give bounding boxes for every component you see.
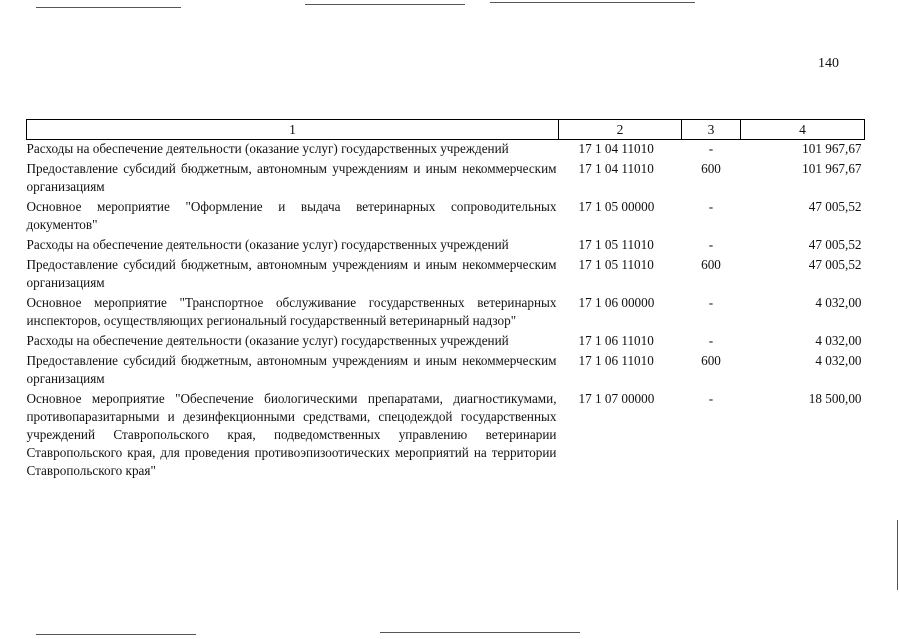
table-row	[27, 198, 865, 236]
row-code: 17 1 05 11010	[578, 237, 654, 252]
table-row	[27, 236, 865, 256]
table-header-row	[27, 120, 865, 140]
column-header-4: 4	[741, 120, 865, 140]
row-description: Расходы на обеспечение деятельности (оказание услуг) государственных учреждений	[26, 141, 509, 156]
table-row	[27, 160, 865, 198]
scan-artifact-bottom-1	[36, 634, 196, 635]
row-expense-type: -	[708, 199, 714, 214]
scan-artifact-right	[897, 520, 898, 590]
row-description: Основное мероприятие "Транспортное обслуживание государственных ветеринарных инспекторов, осуществляющих региональный государственный ветеринарный надзор"	[26, 295, 557, 328]
row-amount: 4 032,00	[815, 295, 862, 310]
scan-artifact-bottom-2	[380, 632, 580, 633]
row-description: Предоставление субсидий бюджетным, автономным учреждениям и иным некоммерческим организациям	[26, 353, 557, 386]
page-number: 140	[818, 56, 839, 71]
row-code: 17 1 06 11010	[578, 333, 654, 348]
row-amount: 4 032,00	[815, 353, 862, 368]
row-code: 17 1 05 00000	[578, 199, 655, 214]
row-amount: 47 005,52	[808, 257, 862, 272]
row-description: Предоставление субсидий бюджетным, автономным учреждениям и иным некоммерческим организациям	[26, 257, 557, 290]
row-expense-type: -	[708, 237, 714, 252]
column-header-3: 3	[682, 120, 741, 140]
row-amount: 47 005,52	[808, 237, 862, 252]
column-header-1: 1	[27, 120, 559, 140]
budget-table	[26, 119, 865, 482]
row-amount: 47 005,52	[808, 199, 862, 214]
row-description: Основное мероприятие "Оформление и выдача ветеринарных сопроводительных документов"	[26, 199, 557, 232]
scan-artifact-top-3	[490, 2, 695, 3]
row-code: 17 1 07 00000	[578, 391, 655, 406]
row-code: 17 1 04 11010	[578, 161, 654, 176]
column-header-2: 2	[559, 120, 682, 140]
row-amount: 18 500,00	[808, 391, 862, 406]
row-description: Основное мероприятие "Обеспечение биологическими препаратами, диагностикумами, противопаразитарными и дезинфекционными средствами, спецодеждой государственных учреждений Ставропольского края, подведомственных управлению ветеринарии Ставропольского края, для проведения противоэпизоотических мероприятий на территории Ставропольского края"	[26, 391, 557, 478]
row-code: 17 1 04 11010	[578, 141, 654, 156]
table-row	[27, 294, 865, 332]
row-description: Расходы на обеспечение деятельности (оказание услуг) государственных учреждений	[26, 333, 509, 348]
table-row	[27, 352, 865, 390]
scan-artifact-top-2	[305, 4, 465, 5]
table-row	[27, 140, 865, 161]
table-row	[27, 256, 865, 294]
table-row	[27, 332, 865, 352]
scan-artifact-top-1	[36, 7, 181, 8]
row-code: 17 1 06 11010	[578, 353, 654, 368]
row-expense-type: -	[708, 141, 714, 156]
row-code: 17 1 05 11010	[578, 257, 654, 272]
row-description: Предоставление субсидий бюджетным, автономным учреждениям и иным некоммерческим организациям	[26, 161, 557, 194]
row-expense-type: -	[708, 333, 714, 348]
row-code: 17 1 06 00000	[578, 295, 655, 310]
row-amount: 4 032,00	[815, 333, 862, 348]
row-expense-type: -	[708, 295, 714, 310]
row-amount: 101 967,67	[802, 141, 862, 156]
table-row	[27, 390, 865, 482]
row-expense-type: 600	[701, 353, 721, 368]
row-expense-type: 600	[701, 257, 721, 272]
row-expense-type: -	[708, 391, 714, 406]
row-expense-type: 600	[701, 161, 721, 176]
row-description: Расходы на обеспечение деятельности (оказание услуг) государственных учреждений	[26, 237, 509, 252]
row-amount: 101 967,67	[802, 161, 862, 176]
